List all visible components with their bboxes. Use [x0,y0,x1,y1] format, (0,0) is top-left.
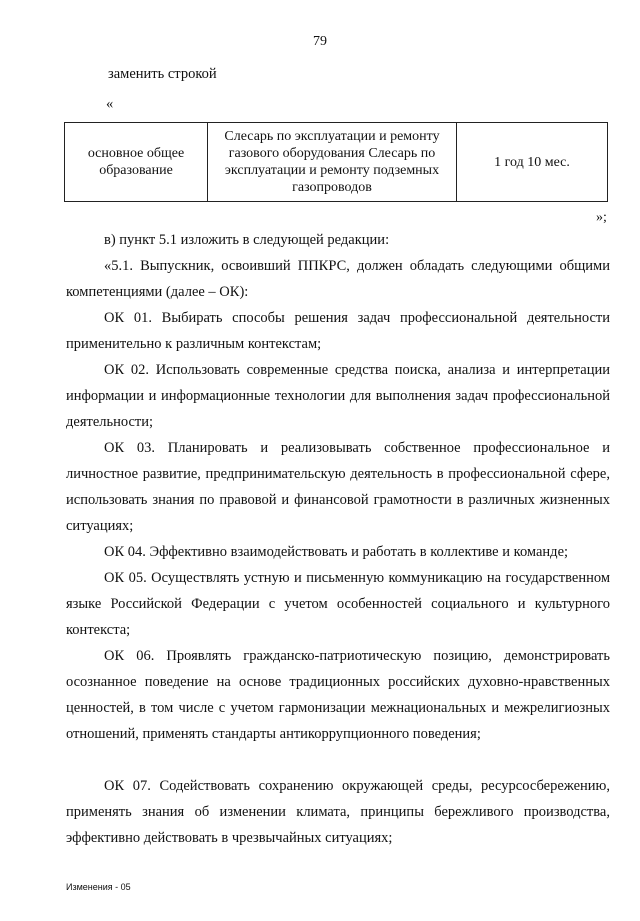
footer-note: Изменения - 05 [66,882,131,892]
closing-quote: »; [596,210,607,225]
replacement-table [64,122,608,202]
paragraph-5-1: «5.1. Выпускник, освоивший ППКРС, должен обладать следующими общими компетенциями (далее – ОК): [66,258,610,300]
competence-ok05: ОК 05. Осуществлять устную и письменную коммуникацию на государственном языке Российской Федерации с учетом особенностей социального и культурного контекста; [66,570,610,638]
page-number: 79 [313,34,327,49]
competence-ok07: ОК 07. Содействовать сохранению окружающей среды, ресурсосбережению, применять знания об изменении климата, принципы бережливого производства, эффективно действовать в чрезвычайных ситуациях; [66,778,610,846]
competence-ok04: ОК 04. Эффективно взаимодействовать и работать в коллективе и команде; [104,544,569,560]
table-row [65,123,608,202]
education-cell: основное общее образование [65,123,208,202]
opening-quote: « [106,96,114,112]
profession-cell: Слесарь по эксплуатации и ремонту газового оборудования Слесарь по эксплуатации и ремонту подземных газопроводов [208,123,457,202]
competence-ok03: ОК 03. Планировать и реализовывать собственное профессиональное и личностное развитие, предпринимательскую деятельность в профессиональной сфере, использовать знания по правовой и финансовой грамотности в различных жизненных ситуациях; [66,440,610,534]
intro-text: заменить строкой [108,66,217,82]
item-v: в) пункт 5.1 изложить в следующей редакции: [104,232,390,248]
competence-ok06: ОК 06. Проявлять гражданско-патриотическую позицию, демонстрировать осознанное поведение на основе традиционных российских духовно-нравственных ценностей, в том числе с учетом гармонизации межнациональных и межрелигиозных отношений, применять стандарты антикоррупционного поведения; [66,648,610,742]
competence-ok02: ОК 02. Использовать современные средства поиска, анализа и интерпретации информации и информационные технологии для выполнения задач профессиональной деятельности; [66,362,610,430]
term-cell: 1 год 10 мес. [457,123,608,202]
competence-ok01: ОК 01. Выбирать способы решения задач профессиональной деятельности применительно к различным контекстам; [66,310,610,352]
